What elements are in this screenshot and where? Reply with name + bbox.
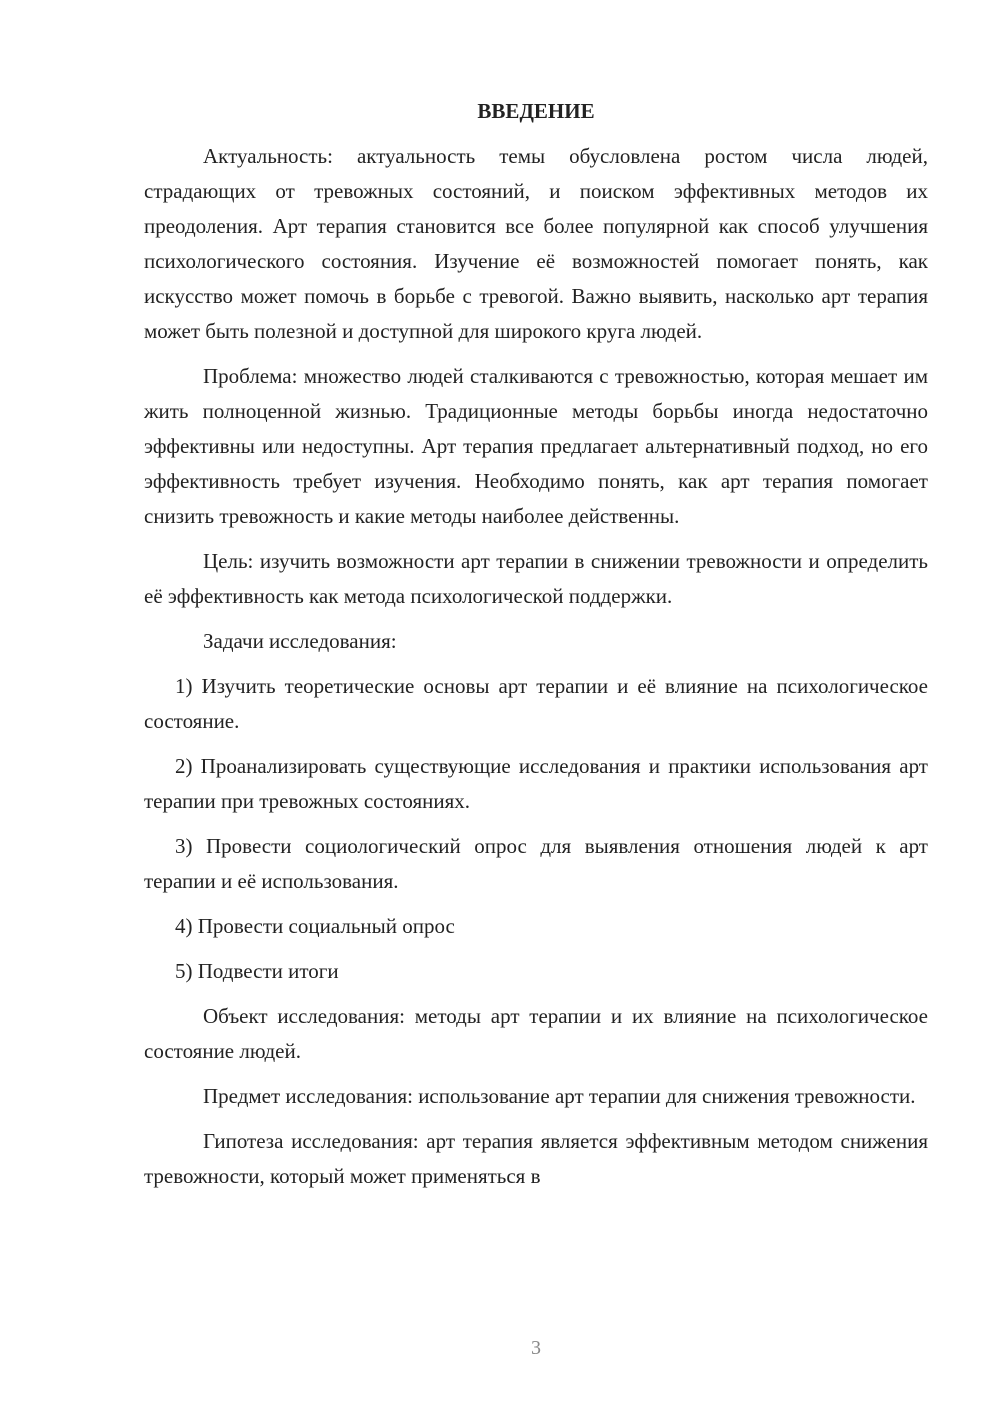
object-paragraph: Объект исследования: методы арт терапии и их влияние на психологическое состояние людей. [144,1004,928,1063]
task-item-3: 3) Провести социологический опрос для выявления отношения людей к арт терапии и её использования. [144,834,928,893]
goal-paragraph: Цель: изучить возможности арт терапии в снижении тревожности и определить её эффективность как метода психологической поддержки. [144,549,928,608]
hypothesis-paragraph: Гипотеза исследования: арт терапия является эффективным методом снижения тревожности, который может применяться в [144,1129,928,1188]
tasks-heading: Задачи исследования: [203,629,397,653]
relevance-paragraph: Актуальность: актуальность темы обусловлена ростом числа людей, страдающих от тревожных состояний, и поиском эффективных методов их преодоления. Арт терапия становится все более популярной как способ улучшения психологического состояния. Изучение её возможностей помогает понять, как искусство может помочь в борьбе с тревогой. Важно выявить, насколько арт терапия может быть полезной и доступной для широкого круга людей. [144,144,928,343]
page-number: 3 [531,1337,541,1359]
problem-paragraph: Проблема: множество людей сталкиваются с тревожностью, которая мешает им жить полноценной жизнью. Традиционные методы борьбы иногда недостаточно эффективны или недоступны. Арт терапия предлагает альтернативный подход, но его эффективность требует изучения. Необходимо понять, как арт терапия помогает снизить тревожность и какие методы наиболее действенны. [144,364,928,528]
task-item-4: 4) Провести социальный опрос [175,914,455,938]
task-item-2: 2) Проанализировать существующие исследования и практики использования арт терапии при тревожных состояниях. [144,754,928,813]
section-heading: ВВЕДЕНИЕ [477,99,595,123]
subject-paragraph: Предмет исследования: использование арт терапии для снижения тревожности. [203,1084,916,1108]
document-page [144,94,928,1194]
task-item-1: 1) Изучить теоретические основы арт терапии и её влияние на психологическое состояние. [144,674,928,733]
task-item-5: 5) Подвести итоги [175,959,339,983]
